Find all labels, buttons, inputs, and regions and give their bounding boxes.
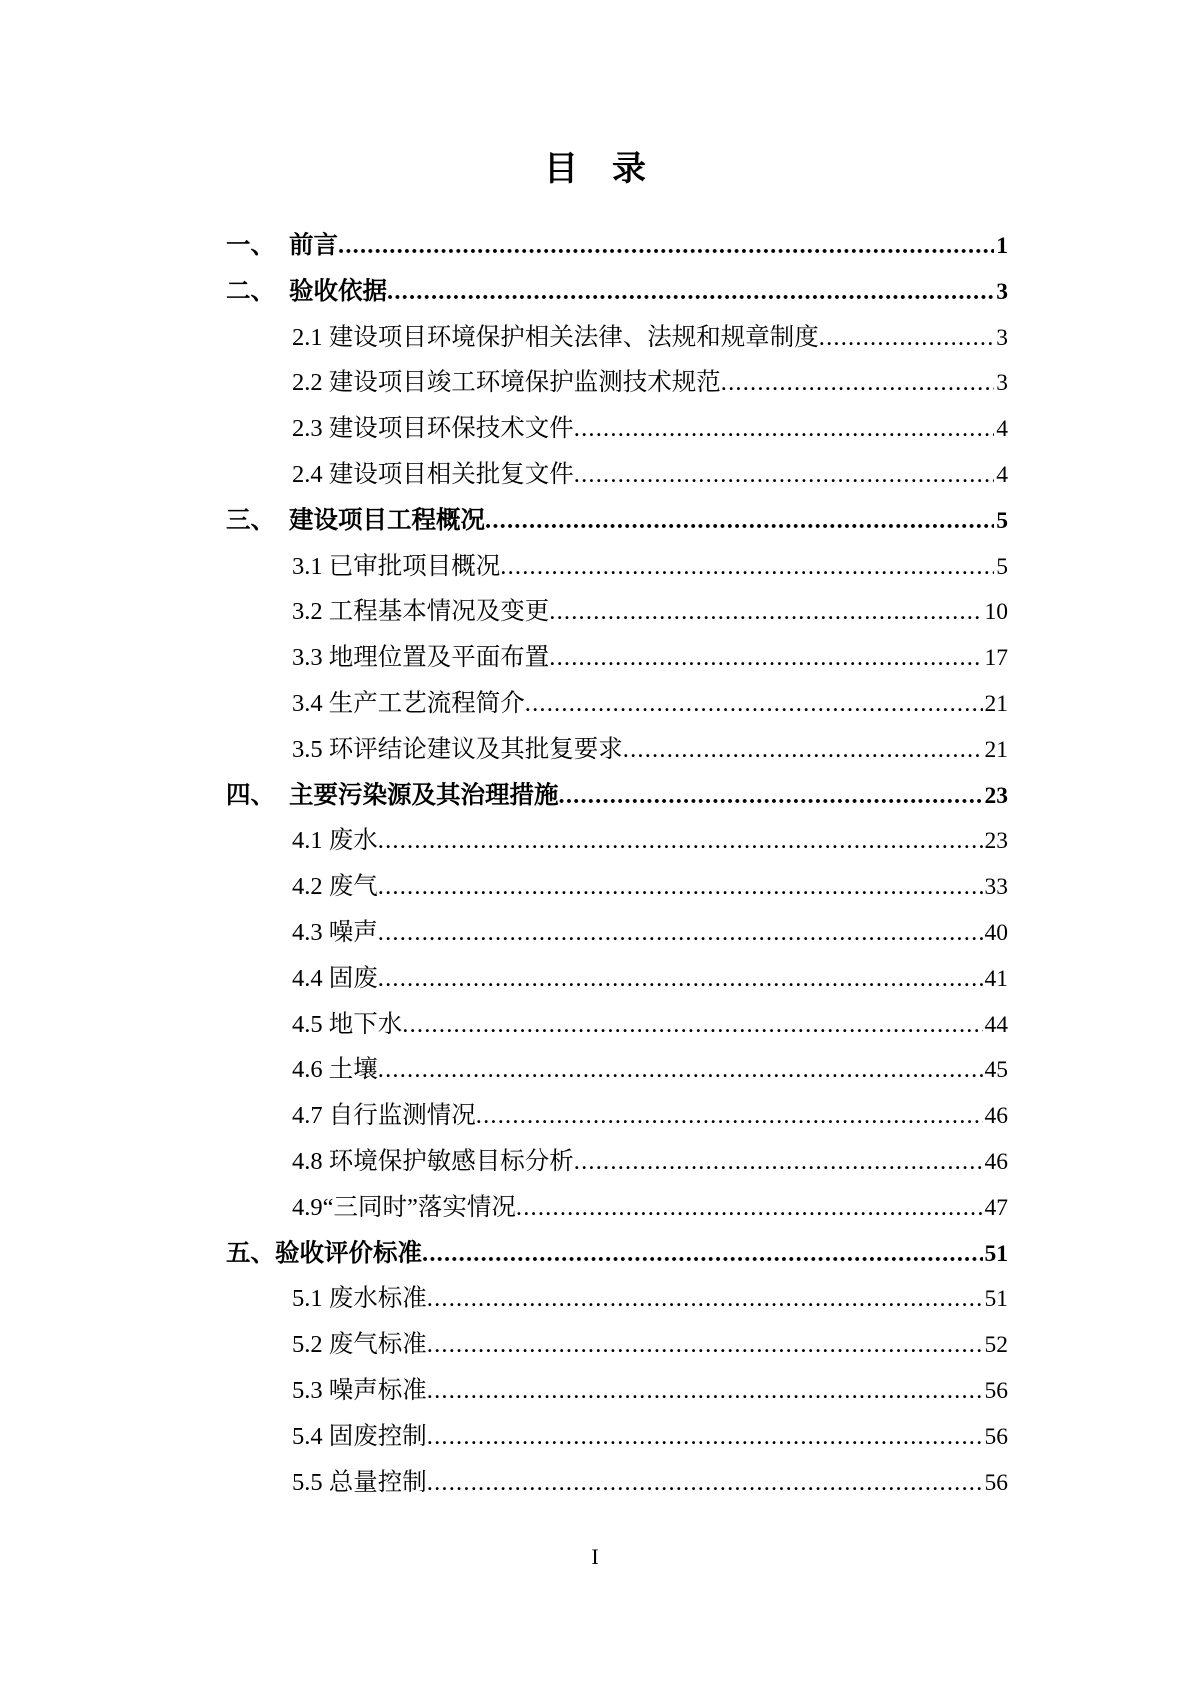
dot-leader [427,1276,983,1322]
dot-leader [559,773,983,819]
toc-section-entry[interactable] [226,269,1008,315]
toc-entry-number: 五、 [226,1239,275,1267]
dot-leader [402,1002,982,1048]
toc-sub-entry[interactable] [226,864,1008,910]
toc-sub-entry[interactable] [226,681,1008,727]
toc-sub-entry[interactable] [226,910,1008,956]
toc-entry-label: 验收评价标准 [275,1239,422,1267]
toc-section-entry[interactable] [226,773,1008,819]
toc-entry-page: 46 [984,1103,1008,1130]
toc-entry-page: 1 [996,233,1008,259]
dot-leader [427,1368,983,1414]
toc-entry-label: 2.1 建设项目环境保护相关法律、法规和规章制度 [292,323,819,351]
dot-leader [574,452,995,498]
toc-sub-entry[interactable] [226,1093,1008,1139]
dot-leader [485,498,994,544]
toc-sub-entry[interactable] [226,544,1008,590]
dot-leader [525,681,983,727]
toc-entry-page: 56 [984,1469,1008,1496]
toc-entry-page: 56 [984,1377,1008,1404]
toc-entry-page: 17 [984,645,1008,672]
dot-leader [427,1414,983,1460]
toc-sub-entry[interactable] [226,1414,1008,1460]
toc-entry-label: 4.1 废水 [292,827,378,855]
toc-entry-label: 4.9“三同时”落实情况 [292,1193,516,1221]
toc-entry-label: 5.5 总量控制 [292,1468,427,1496]
toc-entry-label: 建设项目工程概况 [289,506,485,534]
toc-entry-number: 四、 [226,781,275,809]
toc-entry-label: 3.1 已审批项目概况 [292,552,501,580]
toc-entry-page: 51 [984,1286,1008,1313]
toc-entry-page: 5 [996,507,1008,534]
toc-entry-label: 4.7 自行监测情况 [292,1102,476,1130]
toc-entry-page: 52 [984,1332,1008,1359]
toc-entry-label: 5.4 固废控制 [292,1422,427,1450]
dot-leader [378,1047,983,1093]
toc-sub-entry[interactable] [226,360,1008,406]
toc-entry-label: 验收依据 [289,277,387,305]
toc-entry-page: 4 [996,416,1008,443]
toc-sub-entry[interactable] [226,1047,1008,1093]
toc-sub-entry[interactable] [226,818,1008,864]
dot-leader [549,589,982,635]
toc-sub-entry[interactable] [226,1002,1008,1048]
toc-sub-entry[interactable] [226,635,1008,681]
dot-leader [549,635,982,681]
toc-entry-page: 40 [984,919,1008,946]
toc-entry-label: 2.4 建设项目相关批复文件 [292,460,574,488]
dot-leader [819,315,995,361]
toc-entry-page: 23 [984,828,1008,855]
toc-entry-label: 4.3 噪声 [292,918,378,946]
toc-entry-page: 3 [996,370,1008,397]
toc-entry-label: 2.3 建设项目环保技术文件 [292,415,574,443]
toc-entry-page: 4 [996,461,1008,488]
dot-leader [338,223,994,269]
toc-list [226,223,1008,1505]
toc-entry-label: 5.2 废气标准 [292,1331,427,1359]
toc-entry-page: 23 [984,782,1008,809]
toc-entry-number: 二、 [226,277,275,305]
toc-entry-label: 3.3 地理位置及平面布置 [292,644,550,672]
footer-page-number: I [591,1544,599,1569]
toc-sub-entry[interactable] [226,452,1008,498]
dot-leader [516,1185,983,1231]
toc-entry-label: 4.5 地下水 [292,1010,403,1038]
toc-sub-entry[interactable] [226,727,1008,773]
toc-section-entry[interactable] [226,223,1008,269]
toc-entry-label: 3.4 生产工艺流程简介 [292,689,525,717]
toc-sub-entry[interactable] [226,1368,1008,1414]
dot-leader [422,1231,983,1277]
dot-leader [378,864,983,910]
toc-entry-page: 45 [984,1057,1008,1084]
dot-leader [378,910,983,956]
toc-entry-label: 前言 [289,232,338,259]
dot-leader [427,1322,983,1368]
toc-entry-label: 4.2 废气 [292,873,378,901]
toc-entry-page: 56 [984,1423,1008,1450]
toc-entry-number: 一、 [226,232,275,259]
toc-entry-label: 主要污染源及其治理措施 [289,781,559,809]
toc-entry-number: 三、 [226,506,275,534]
toc-entry-label: 4.8 环境保护敏感目标分析 [292,1147,574,1175]
toc-entry-label: 5.3 噪声标准 [292,1376,427,1404]
toc-section-entry[interactable] [226,498,1008,544]
toc-entry-page: 41 [984,965,1008,992]
toc-sub-entry[interactable] [226,1139,1008,1185]
dot-leader [378,818,983,864]
toc-entry-label: 2.2 建设项目竣工环境保护监测技术规范 [292,369,721,397]
page-title: 目 录 [544,151,646,188]
toc-sub-entry[interactable] [226,1276,1008,1322]
dot-leader [500,544,994,590]
toc-entry-label: 4.4 固废 [292,964,378,992]
dot-leader [721,360,995,406]
toc-entry-page: 3 [996,324,1008,351]
toc-entry-page: 51 [984,1240,1008,1267]
toc-entry-page: 47 [984,1194,1008,1221]
toc-section-entry[interactable] [226,1231,1008,1277]
toc-sub-entry[interactable] [226,406,1008,452]
toc-sub-entry[interactable] [226,956,1008,1002]
toc-entry-label: 5.1 废水标准 [292,1285,427,1313]
toc-entry-page: 3 [996,278,1008,305]
toc-sub-entry[interactable] [226,1322,1008,1368]
dot-leader [623,727,983,773]
dot-leader [476,1093,983,1139]
dot-leader [387,269,994,315]
toc-entry-label: 3.2 工程基本情况及变更 [292,598,550,626]
toc-sub-entry[interactable] [226,589,1008,635]
toc-sub-entry[interactable] [226,1460,1008,1506]
dot-leader [378,956,983,1002]
toc-entry-page: 33 [984,874,1008,901]
toc-entry-label: 4.6 土壤 [292,1056,378,1084]
toc-entry-page: 46 [984,1148,1008,1175]
toc-sub-entry[interactable] [226,315,1008,361]
dot-leader [574,406,995,452]
toc-entry-page: 21 [984,736,1008,763]
toc-entry-page: 10 [984,599,1008,626]
toc-entry-page: 5 [996,553,1008,580]
toc-entry-label: 3.5 环评结论建议及其批复要求 [292,735,623,763]
toc-sub-entry[interactable] [226,1185,1008,1231]
dot-leader [427,1460,983,1506]
toc-entry-page: 21 [984,690,1008,717]
toc-entry-page: 44 [984,1011,1008,1038]
dot-leader [574,1139,983,1185]
